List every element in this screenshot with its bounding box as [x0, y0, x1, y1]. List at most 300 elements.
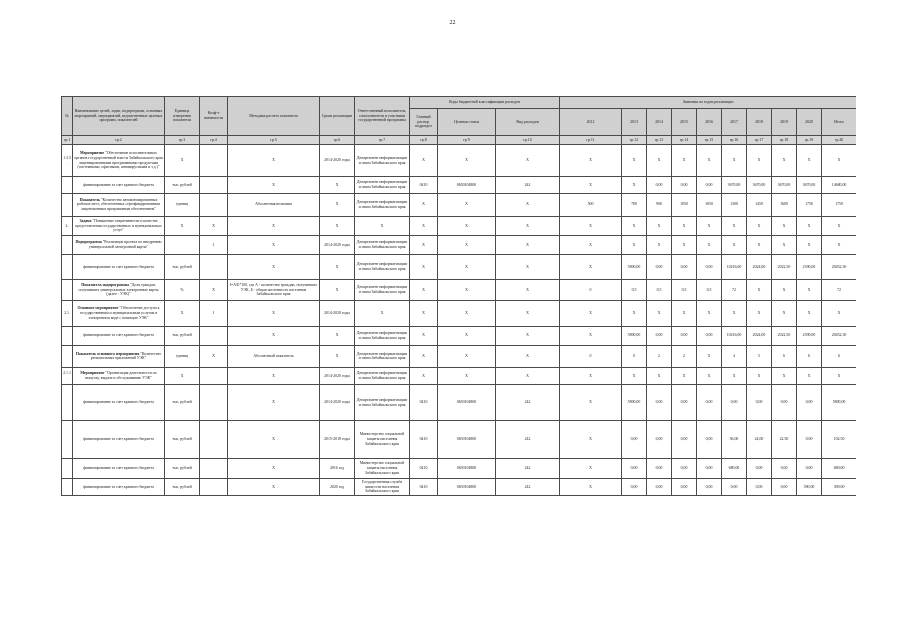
header-year-0: 2012 [560, 108, 622, 136]
cell-no [62, 280, 73, 301]
cell-unit: % [165, 280, 200, 301]
cell-name [73, 254, 165, 280]
cell-responsible: Департамент информатизации и связи Забайкальского края [355, 385, 410, 421]
cell-year-value: 0,00 [697, 420, 722, 458]
cell-name [73, 236, 165, 255]
cell-name [73, 420, 165, 458]
cell-bcc-target: 0650104800 [438, 479, 496, 496]
cell-bcc-type: Х [496, 280, 560, 301]
header-responsible: Ответственный исполнитель, соисполнители и участники государственной программы [355, 97, 410, 136]
cell-year-value: Х [697, 367, 722, 385]
cell-year-value: Х [747, 236, 772, 255]
cell-year-value: 5800,00 [822, 385, 857, 421]
cell-method: Х [228, 420, 320, 458]
header-col-number: гр.12 [622, 136, 647, 145]
cell-bcc-type: Х [496, 144, 560, 177]
cell-coef [200, 458, 228, 479]
cell-year-value: 0,00 [697, 326, 722, 346]
cell-coef [200, 326, 228, 346]
cell-method: Х [228, 236, 320, 255]
cell-year-value: 20452,50 [822, 326, 857, 346]
cell-year-value: 0,00 [697, 479, 722, 496]
cell-year-value: Х [822, 300, 857, 326]
cell-bcc-type: Х [496, 254, 560, 280]
cell-year-value: 0,00 [772, 458, 797, 479]
cell-term: 2014-2020 годы [320, 144, 355, 177]
cell-method: Х [228, 144, 320, 177]
cell-responsible: Министерство социальной защиты населения Забайкальского края [355, 458, 410, 479]
cell-method: Х [228, 300, 320, 326]
cell-year-value: 0 [560, 280, 622, 301]
cell-year-value: Х [797, 367, 822, 385]
cell-year-value: Х [697, 346, 722, 368]
header-term: Сроки реализации [320, 97, 355, 136]
cell-bcc-target: Х [438, 367, 496, 385]
cell-no [62, 193, 73, 216]
cell-no [62, 346, 73, 368]
cell-year-value: 0,00 [797, 385, 822, 421]
cell-year-value: Х [722, 144, 747, 177]
cell-year-value: Х [722, 300, 747, 326]
cell-year-value: Х [622, 367, 647, 385]
page-number: 22 [449, 20, 456, 26]
cell-unit: тыс. рублей [165, 385, 200, 421]
cell-responsible: Департамент информатизации и связи Забайкальского края [355, 280, 410, 301]
cell-year-value: 900 [647, 193, 672, 216]
cell-year-value: Х [772, 216, 797, 236]
cell-year-value: Х [772, 280, 797, 301]
cell-year-value: Х [697, 300, 722, 326]
cell-year-value: 22,50 [772, 420, 797, 458]
cell-unit: тыс. рублей [165, 254, 200, 280]
cell-year-value: 0,5 [622, 280, 647, 301]
cell-responsible: Департамент информатизации и связи Забайкальского края [355, 193, 410, 216]
cell-year-value: 1450 [747, 193, 772, 216]
table-row [62, 420, 857, 458]
cell-bcc-target: 0650104800 [438, 420, 496, 458]
cell-year-value: Х [822, 236, 857, 255]
cell-unit: Х [165, 367, 200, 385]
cell-year-value: 0,00 [622, 479, 647, 496]
cell-year-value: 680,00 [722, 458, 747, 479]
cell-coef [200, 479, 228, 496]
cell-term: 2015-2018 годы [320, 420, 355, 458]
cell-term: 2014-2020 годы [320, 385, 355, 421]
header-col-number: гр.14 [672, 136, 697, 145]
header-col-number: гр.20 [822, 136, 857, 145]
cell-bcc-type: 242 [496, 420, 560, 458]
cell-year-value: Х [722, 216, 747, 236]
cell-name-lead: Задача [79, 218, 92, 223]
cell-year-value: 2024,00 [747, 326, 772, 346]
header-coef: Коэф-т значимости [200, 97, 228, 136]
cell-method: I=А/Б*100, где А - количество граждан, получивших УЭК, Б - общая численность населения Забайкальского края [228, 280, 320, 301]
cell-year-value: Х [797, 280, 822, 301]
table-row [62, 346, 857, 368]
header-bcc-2: Вид расходов [496, 108, 560, 136]
cell-year-value: 0,00 [647, 254, 672, 280]
cell-year-value: 2022,50 [772, 326, 797, 346]
cell-year-value: 72 [822, 280, 857, 301]
cell-year-value: Х [560, 458, 622, 479]
header-year-3: 2015 [672, 108, 697, 136]
cell-unit: Х [165, 144, 200, 177]
cell-year-value: 0,00 [797, 420, 822, 458]
cell-year-value: Х [697, 216, 722, 236]
cell-year-value: Х [672, 300, 697, 326]
cell-year-value: 0,00 [622, 420, 647, 458]
header-no: № [62, 97, 73, 136]
header-col-number: гр.2 [73, 136, 165, 145]
cell-year-value: Х [622, 300, 647, 326]
cell-bcc-main: Х [410, 193, 438, 216]
cell-no [62, 385, 73, 421]
cell-name [73, 193, 165, 216]
table-row [62, 326, 857, 346]
cell-responsible: Департамент информатизации и связи Забайкальского края [355, 144, 410, 177]
cell-year-value: Х [772, 144, 797, 177]
cell-bcc-type: Х [496, 193, 560, 216]
cell-year-value: 10216,00 [722, 254, 747, 280]
header-col-number: гр.1 [62, 136, 73, 145]
cell-coef [200, 177, 228, 194]
cell-bcc-type: 242 [496, 458, 560, 479]
cell-year-value: Х [747, 144, 772, 177]
cell-coef: Х [200, 216, 228, 236]
cell-unit [165, 236, 200, 255]
cell-method: Х [228, 216, 320, 236]
cell-unit: Х [165, 300, 200, 326]
header-year-7: 2019 [772, 108, 797, 136]
cell-year-value: 0,00 [672, 479, 697, 496]
cell-name-text: "Обеспечение доступа к государственным и муниципальным услугам в электронном виде с помощью УЭК" [79, 306, 160, 320]
cell-year-value: Х [697, 144, 722, 177]
cell-year-value: 5 [747, 346, 772, 368]
cell-bcc-target: Х [438, 193, 496, 216]
cell-year-value: Х [672, 216, 697, 236]
cell-responsible: Департамент информатизации и связи Забайкальского края [355, 254, 410, 280]
cell-bcc-target: Х [438, 300, 496, 326]
cell-year-value: 0,5 [697, 280, 722, 301]
cell-year-value: Х [560, 177, 622, 194]
table-row [62, 254, 857, 280]
header-years-group: Значения по годам реализации [560, 97, 857, 109]
cell-year-value: 2390,00 [797, 254, 822, 280]
cell-year-value: Х [622, 144, 647, 177]
cell-year-value: 1750 [797, 193, 822, 216]
cell-bcc-type: 242 [496, 385, 560, 421]
cell-coef [200, 385, 228, 421]
cell-name-text: "Повышение оперативности и качества предоставления государственных и муниципальных услуг" [75, 218, 162, 233]
cell-year-value: 0,00 [772, 479, 797, 496]
cell-year-value: 1600 [772, 193, 797, 216]
cell-term: Х [320, 254, 355, 280]
cell-responsible: Департамент информатизации и связи Забайкальского края [355, 177, 410, 194]
cell-year-value: 390,00 [822, 479, 857, 496]
cell-name [73, 367, 165, 385]
cell-no: 2.1. [62, 300, 73, 326]
cell-name-lead: Мероприятие [80, 371, 105, 376]
cell-name [73, 479, 165, 496]
cell-term: Х [320, 216, 355, 236]
cell-coef [200, 193, 228, 216]
cell-bcc-main: 0410 [410, 420, 438, 458]
cell-year-value: Х [622, 177, 647, 194]
cell-no [62, 254, 73, 280]
cell-year-value: Х [647, 144, 672, 177]
cell-bcc-type: 242 [496, 479, 560, 496]
cell-unit: тыс. рублей [165, 177, 200, 194]
cell-coef [200, 367, 228, 385]
cell-no [62, 236, 73, 255]
cell-unit: тыс. рублей [165, 420, 200, 458]
cell-bcc-target: Х [438, 254, 496, 280]
header-col-number: гр.8 [410, 136, 438, 145]
cell-term: Х [320, 177, 355, 194]
cell-bcc-main: Х [410, 346, 438, 368]
cell-name [73, 346, 165, 368]
cell-coef: 1 [200, 236, 228, 255]
table-row [62, 479, 857, 496]
cell-name-text: финансирование за счет краевого бюджета [83, 436, 154, 441]
cell-responsible: Министерство социальной защиты населения Забайкальского края [355, 420, 410, 458]
cell-year-value: Х [560, 254, 622, 280]
cell-year-value: Х [560, 479, 622, 496]
cell-responsible: Департамент информатизации и связи Забайкальского края [355, 326, 410, 346]
cell-name-text: "Доля граждан, получивших универсальные электронные карты (далее - УЭК)" [78, 283, 159, 297]
cell-year-value: 3670,00 [747, 177, 772, 194]
cell-name [73, 216, 165, 236]
cell-bcc-type: Х [496, 216, 560, 236]
cell-term: Х [320, 193, 355, 216]
cell-name-lead: Основное мероприятие [77, 306, 119, 311]
cell-responsible: Департамент информатизации и связи Забайкальского края [355, 346, 410, 368]
header-year-1: 2013 [622, 108, 647, 136]
cell-responsible: Департамент информатизации и связи Забайкальского края [355, 236, 410, 255]
cell-year-value: Х [647, 236, 672, 255]
cell-term: 2014-2020 годы [320, 300, 355, 326]
cell-year-value: 14680,00 [822, 177, 857, 194]
cell-year-value: 0,00 [672, 458, 697, 479]
cell-year-value: Х [722, 236, 747, 255]
cell-method: Х [228, 367, 320, 385]
cell-bcc-target: 0650104800 [438, 458, 496, 479]
cell-year-value: 0,00 [672, 385, 697, 421]
header-col-number: гр.10 [496, 136, 560, 145]
cell-name [73, 177, 165, 194]
cell-year-value: 102,50 [822, 420, 857, 458]
cell-year-value: 10216,00 [722, 326, 747, 346]
table-row [62, 216, 857, 236]
cell-year-value: Х [672, 144, 697, 177]
cell-year-value: Х [797, 236, 822, 255]
cell-year-value: 0,00 [747, 458, 772, 479]
header-col-number: гр.19 [797, 136, 822, 145]
cell-year-value: Х [772, 300, 797, 326]
cell-year-value: 0,00 [647, 420, 672, 458]
header-bcc-1: Целевая статья [438, 108, 496, 136]
cell-year-value: Х [672, 367, 697, 385]
budget-table-container [61, 96, 856, 582]
cell-name-text: финансирование за счет краевого бюджета [83, 182, 154, 187]
cell-name-text: "Реализация проекта по внедрению универсальной электронной карты" [88, 240, 162, 249]
cell-year-value: Х [797, 300, 822, 326]
cell-bcc-target: Х [438, 326, 496, 346]
cell-unit: тыс. рублей [165, 479, 200, 496]
cell-bcc-target: Х [438, 236, 496, 255]
table-row [62, 300, 857, 326]
cell-year-value: Х [772, 367, 797, 385]
cell-name-text: "Организация деятельности по выпуску, выдаче и обслуживанию УЭК" [85, 371, 157, 381]
cell-term: Х [320, 326, 355, 346]
cell-name [73, 300, 165, 326]
cell-year-value: 5800,00 [622, 385, 647, 421]
header-year-5: 2017 [722, 108, 747, 136]
cell-bcc-target: 0650104800 [438, 385, 496, 421]
cell-year-value: Х [672, 236, 697, 255]
cell-term: Х [320, 280, 355, 301]
cell-bcc-main: 0410 [410, 385, 438, 421]
table-row [62, 177, 857, 194]
cell-year-value: 680,00 [822, 458, 857, 479]
cell-unit: тыс. рублей [165, 326, 200, 346]
cell-year-value: 0,00 [697, 385, 722, 421]
cell-responsible: Государственная служба занятости населения Забайкальского края [355, 479, 410, 496]
cell-name-lead: Показатель основного мероприятия [75, 351, 140, 356]
cell-year-value: Х [622, 216, 647, 236]
cell-year-value: Х [822, 367, 857, 385]
table-row [62, 385, 857, 421]
cell-bcc-main: Х [410, 236, 438, 255]
cell-unit: Х [165, 216, 200, 236]
cell-year-value: Х [722, 367, 747, 385]
cell-no [62, 479, 73, 496]
cell-unit: единиц [165, 346, 200, 368]
cell-year-value: Х [622, 236, 647, 255]
cell-name-text: финансирование за счет краевого бюджета [83, 465, 154, 470]
cell-year-value: Х [747, 300, 772, 326]
cell-bcc-type: Х [496, 346, 560, 368]
table-row [62, 367, 857, 385]
cell-name-text: финансирование за счет краевого бюджета [83, 264, 154, 269]
table-row [62, 280, 857, 301]
cell-bcc-main: Х [410, 280, 438, 301]
cell-year-value: 6 [797, 346, 822, 368]
cell-bcc-main: Х [410, 216, 438, 236]
cell-unit: тыс. рублей [165, 458, 200, 479]
header-col-number: гр.9 [438, 136, 496, 145]
header-col-number: гр.16 [722, 136, 747, 145]
header-name: Наименование целей, задач, подпрограмм, основных мероприятий, мероприятий, ведомственных целевых программ, показателей [73, 97, 165, 136]
cell-year-value: 0,00 [672, 326, 697, 346]
cell-bcc-target: Х [438, 144, 496, 177]
cell-year-value: 0,00 [772, 385, 797, 421]
cell-year-value: 0 [622, 346, 647, 368]
cell-method: Абсолютная величина [228, 193, 320, 216]
cell-method: Х [228, 254, 320, 280]
cell-method: Х [228, 326, 320, 346]
cell-bcc-main: Х [410, 367, 438, 385]
cell-year-value: 0,00 [697, 458, 722, 479]
header-col-number: гр.13 [647, 136, 672, 145]
header-unit: Единица измерения показателя [165, 97, 200, 136]
cell-year-value: 0,00 [747, 385, 772, 421]
cell-year-value: Х [560, 300, 622, 326]
cell-name-text: "Количество региональных приложений УЭК" [90, 351, 162, 361]
header-col-number: гр.17 [747, 136, 772, 145]
header-year-4: 2016 [697, 108, 722, 136]
cell-year-value: 1050 [672, 193, 697, 216]
cell-coef: Х [200, 346, 228, 368]
cell-bcc-main: Х [410, 326, 438, 346]
cell-term: 2014-2020 годы [320, 367, 355, 385]
cell-bcc-type: Х [496, 236, 560, 255]
cell-year-value: 390,00 [797, 479, 822, 496]
cell-bcc-type: 242 [496, 177, 560, 194]
header-col-number: гр.4 [200, 136, 228, 145]
cell-bcc-type: Х [496, 367, 560, 385]
cell-year-value: 0,00 [647, 177, 672, 194]
header-col-number: гр.18 [772, 136, 797, 145]
header-year-6: 2018 [747, 108, 772, 136]
cell-name [73, 385, 165, 421]
cell-responsible: Департамент информатизации и связи Забайкальского края [355, 367, 410, 385]
cell-year-value: Х [747, 216, 772, 236]
cell-year-value: Х [647, 300, 672, 326]
cell-bcc-main: 0410 [410, 479, 438, 496]
cell-year-value: Х [560, 236, 622, 255]
table-header [62, 97, 857, 145]
cell-year-value: 0,00 [647, 458, 672, 479]
header-col-number: гр.15 [697, 136, 722, 145]
cell-term: 2014-2020 годы [320, 236, 355, 255]
cell-bcc-target: Х [438, 280, 496, 301]
cell-year-value: 3670,00 [722, 177, 747, 194]
header-bcc-group: Коды бюджетной классификации расходов [410, 97, 560, 109]
cell-bcc-main: Х [410, 300, 438, 326]
cell-name-lead: Показатель подпрограммы [81, 283, 130, 288]
cell-year-value: Х [822, 216, 857, 236]
cell-year-value: Х [747, 280, 772, 301]
cell-year-value: 0,5 [647, 280, 672, 301]
cell-responsible: Х [355, 300, 410, 326]
cell-coef: 1 [200, 300, 228, 326]
cell-year-value: 3670,00 [772, 177, 797, 194]
cell-year-value: 0,00 [647, 385, 672, 421]
cell-year-value: 0,00 [747, 479, 772, 496]
header-col-number: гр.11 [560, 136, 622, 145]
cell-bcc-type: Х [496, 326, 560, 346]
cell-year-value: 2024,00 [747, 254, 772, 280]
cell-year-value: 0,00 [672, 177, 697, 194]
cell-bcc-main: 0410 [410, 177, 438, 194]
cell-year-value: 2390,00 [797, 326, 822, 346]
cell-year-value: 0,00 [672, 420, 697, 458]
cell-responsible: Х [355, 216, 410, 236]
cell-name-text: финансирование за счет краевого бюджета [83, 400, 154, 405]
cell-unit: единиц [165, 193, 200, 216]
header-col-number: гр.3 [165, 136, 200, 145]
cell-no [62, 458, 73, 479]
cell-year-value: Х [797, 144, 822, 177]
cell-year-value: 0,00 [722, 385, 747, 421]
cell-year-value: Х [822, 144, 857, 177]
cell-no: 2. [62, 216, 73, 236]
cell-year-value: 0,00 [647, 326, 672, 346]
cell-bcc-type: Х [496, 300, 560, 326]
cell-year-value: 6 [822, 346, 857, 368]
cell-name-lead: Показатель [79, 197, 100, 202]
